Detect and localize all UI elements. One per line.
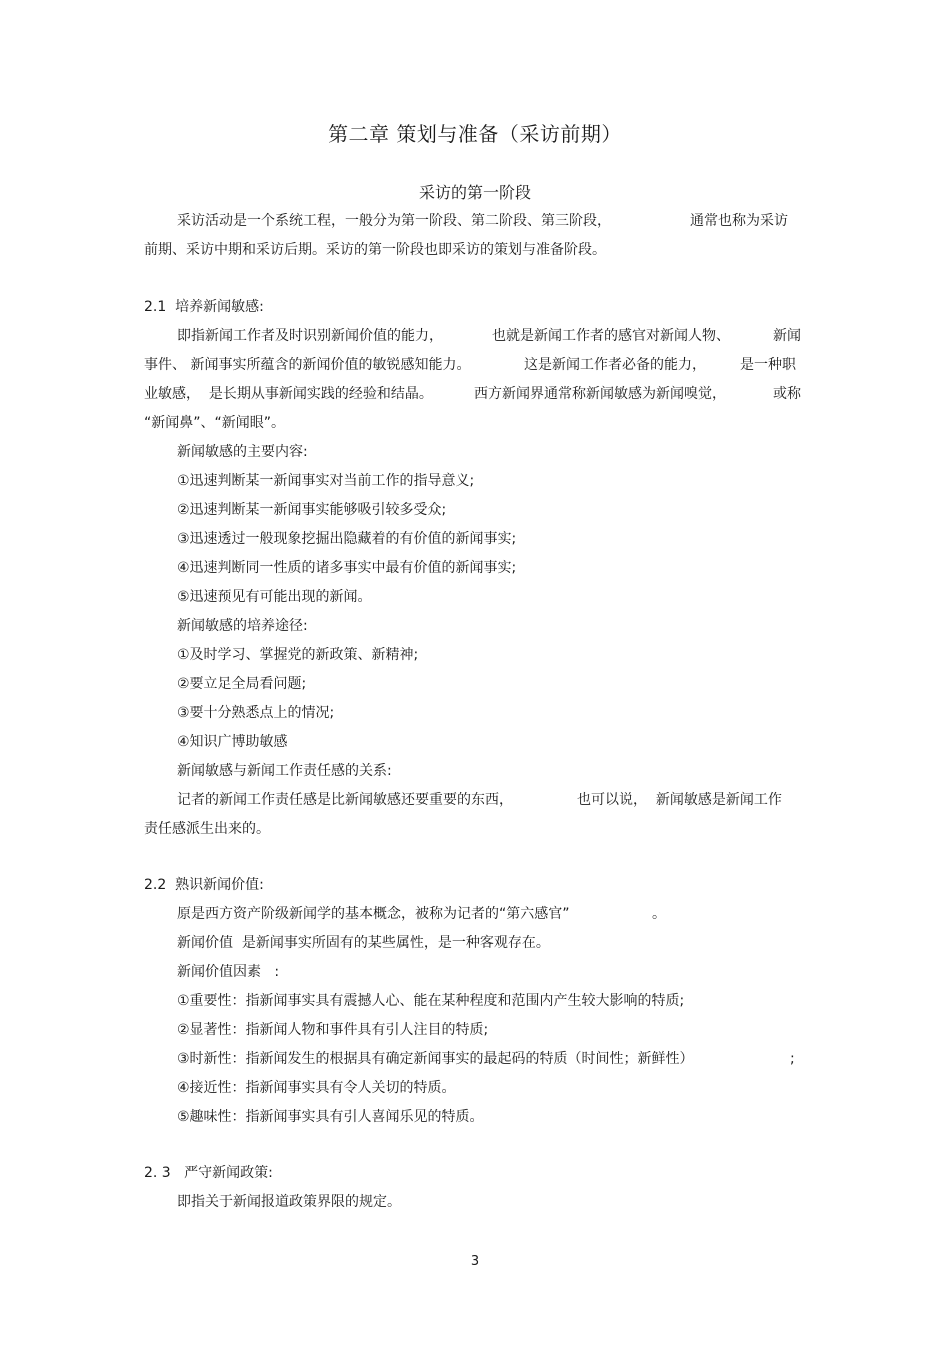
s21-p1b: 也就是新闻工作者的感官对新闻人物、 <box>492 328 730 344</box>
s22-factor-item: ①重要性：指新闻事实具有震撼人心、能在某种程度和范围内产生较大影响的特质; <box>177 993 685 1009</box>
s21-path-title: 新闻敏感的培养途径: <box>177 618 308 634</box>
s21-content-item: ②迅速判断某一新闻事实能够吸引较多受众; <box>177 502 447 518</box>
chapter-title: 第二章 策划与准备（采访前期） <box>328 122 622 146</box>
s21-content-item: ④迅速判断同一性质的诸多事实中最有价值的新闻事实; <box>177 560 517 576</box>
section-2-2-heading: 2.2 熟识新闻价值: <box>144 877 264 893</box>
s21-relation-c: 责任感派生出来的。 <box>144 821 270 837</box>
s21-p3a: 业敏感， 是长期从事新闻实践的经验和结晶。 <box>144 386 433 402</box>
s22-line-1a: 原是西方资产阶级新闻学的基本概念，被称为记者的“第六感官” <box>177 906 570 922</box>
s21-p3c: 或称 <box>773 386 801 402</box>
intro-line-1a: 采访活动是一个系统工程，一般分为第一阶段、第二阶段、第三阶段， <box>177 213 611 229</box>
s21-p3b: 西方新闻界通常称新闻敏感为新闻嗅觉， <box>474 386 726 402</box>
s22-line-1b: 。 <box>652 906 666 922</box>
section-title: 采访的第一阶段 <box>418 183 531 202</box>
s21-p2c: 是一种职 <box>740 357 796 373</box>
s22-line-2: 新闻价值 是新闻事实所固有的某些属性，是一种客观存在。 <box>177 935 550 951</box>
s22-factor-item: ③时新性：指新闻发生的根据具有确定新闻事实的最起码的特质（时间性；新鲜性） <box>177 1051 694 1067</box>
s21-content-item: ③迅速透过一般现象挖掘出隐藏着的有价值的新闻事实; <box>177 531 517 547</box>
s21-p1c: 新闻 <box>773 328 801 344</box>
s21-content-title: 新闻敏感的主要内容: <box>177 444 308 460</box>
s21-relation-title: 新闻敏感与新闻工作责任感的关系: <box>177 763 392 779</box>
s21-p2a: 事件、 新闻事实所蕴含的新闻价值的敏锐感知能力。 <box>144 357 471 373</box>
s21-p1a: 即指新闻工作者及时识别新闻价值的能力， <box>177 328 443 344</box>
s21-relation-a: 记者的新闻工作责任感是比新闻敏感还要重要的东西， <box>177 792 513 808</box>
s21-path-item: ②要立足全局看问题; <box>177 676 307 692</box>
s22-factor-3-tail: ; <box>790 1051 795 1067</box>
intro-line-1b: 通常也称为采访 <box>690 213 788 229</box>
s21-p4: “新闻鼻”、“新闻眼”。 <box>144 415 286 431</box>
s21-path-item: ①及时学习、掌握党的新政策、新精神; <box>177 647 419 663</box>
s22-factor-item: ⑤趣味性：指新闻事实具有引人喜闻乐见的特质。 <box>177 1109 484 1125</box>
s21-content-item: ⑤迅速预见有可能出现的新闻。 <box>177 589 372 605</box>
s22-factor-item: ④接近性：指新闻事实具有令人关切的特质。 <box>177 1080 456 1096</box>
s22-factor-item: ②显著性：指新闻人物和事件具有引人注目的特质; <box>177 1022 489 1038</box>
s21-path-item: ③要十分熟悉点上的情况; <box>177 705 335 721</box>
s21-content-item: ①迅速判断某一新闻事实对当前工作的指导意义; <box>177 473 475 489</box>
s21-p2b: 这是新闻工作者必备的能力， <box>524 357 706 373</box>
section-2-3-heading: 2. 3 严守新闻政策: <box>144 1165 273 1181</box>
s22-factor-title: 新闻价值因素 : <box>177 964 280 980</box>
intro-line-2: 前期、采访中期和采访后期。采访的第一阶段也即采访的策划与准备阶段。 <box>144 242 606 258</box>
s21-path-item: ④知识广博助敏感 <box>177 734 288 750</box>
s23-line-1: 即指关于新闻报道政策界限的规定。 <box>177 1194 401 1210</box>
s21-relation-b: 也可以说， 新闻敏感是新闻工作 <box>577 792 782 808</box>
page-number: 3 <box>470 1254 480 1269</box>
section-2-1-heading: 2.1 培养新闻敏感: <box>144 299 264 315</box>
